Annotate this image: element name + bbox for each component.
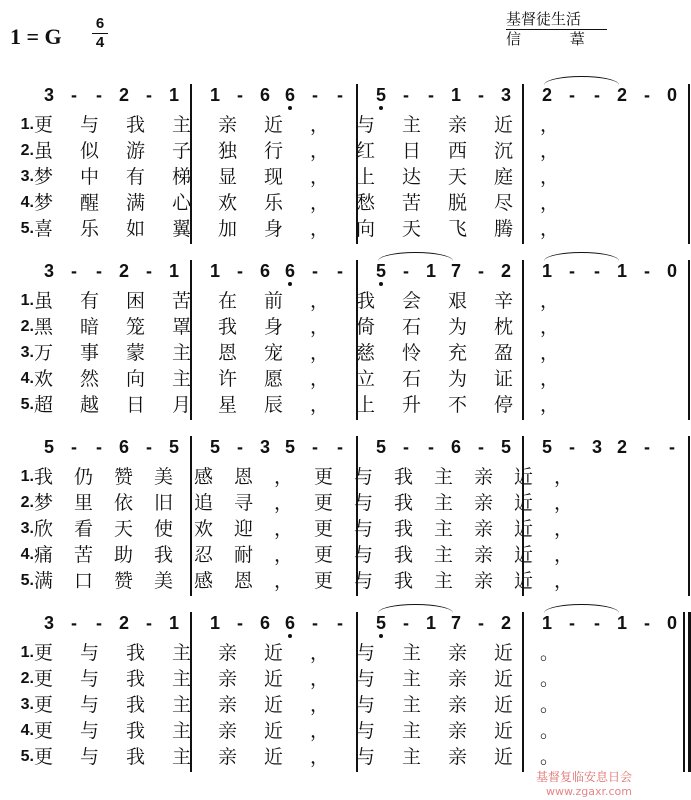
verse-number: 2. xyxy=(20,494,34,511)
verse-number: 2. xyxy=(20,670,34,687)
time-signature-top: 6 xyxy=(95,15,105,32)
lyric-text: 万事蒙主恩宠，慈怜充盈， xyxy=(34,342,587,364)
lyric-text: 痛苦助我忍耐，更与我主亲近， xyxy=(34,544,595,566)
lyric-line-verse-3 xyxy=(0,164,638,190)
note: 2 xyxy=(541,85,552,105)
verse-number: 1. xyxy=(20,468,34,485)
verse-number: 3. xyxy=(20,520,34,537)
note-dash: - xyxy=(71,261,77,281)
lyric-line-verse-5 xyxy=(0,392,638,418)
verse-number: 3. xyxy=(20,168,34,185)
note-dash: - xyxy=(594,85,600,105)
note-dash: - xyxy=(312,85,318,105)
note: 2 xyxy=(616,85,627,105)
note: 5 xyxy=(209,437,220,457)
verse-number: 4. xyxy=(20,722,34,739)
lyric-line-verse-4 xyxy=(0,718,638,744)
lyric-text: 虽有困苦在前，我会艰辛， xyxy=(34,290,587,312)
note-dash: - xyxy=(237,613,243,633)
note-dash: - xyxy=(312,261,318,281)
note-dash: - xyxy=(403,261,409,281)
note: 1 xyxy=(616,261,627,281)
time-signature-bottom: 4 xyxy=(95,34,105,51)
note-dash: - xyxy=(644,261,650,281)
note-dash: - xyxy=(403,437,409,457)
lyric-line-verse-1 xyxy=(0,464,638,490)
lyric-text: 更与我主亲近，与主亲近， xyxy=(34,114,587,136)
note: 5 xyxy=(284,437,295,457)
lyric-text: 满口赞美感恩，更与我主亲近， xyxy=(34,570,595,592)
verse-number: 4. xyxy=(20,194,34,211)
note-dash: - xyxy=(96,613,102,633)
note-dash: - xyxy=(96,85,102,105)
verse-number: 4. xyxy=(20,370,34,387)
note: 2 xyxy=(118,85,129,105)
note: 0 xyxy=(666,85,677,105)
note: 2 xyxy=(118,613,129,633)
note-dash: - xyxy=(478,261,484,281)
lyric-line-verse-2 xyxy=(0,490,638,516)
barline xyxy=(688,260,690,420)
low-octave-dot xyxy=(379,634,383,638)
notation-line xyxy=(0,260,677,282)
note-dash: - xyxy=(237,85,243,105)
note-dash: - xyxy=(71,85,77,105)
note-dash: - xyxy=(237,261,243,281)
note: 1 xyxy=(450,85,461,105)
barline xyxy=(688,84,690,244)
note-dash: - xyxy=(237,437,243,457)
note-dash: - xyxy=(478,85,484,105)
lyric-line-verse-4 xyxy=(0,542,638,568)
lyric-text: 欢然向主许愿，立石为证， xyxy=(34,368,587,390)
lyric-text: 我仍赞美感恩，更与我主亲近， xyxy=(34,466,595,488)
note-dash: - xyxy=(337,261,343,281)
verse-number: 1. xyxy=(20,116,34,133)
note-dash: - xyxy=(146,261,152,281)
note-dash: - xyxy=(71,437,77,457)
watermark-url: www.zgaxr.com xyxy=(546,785,632,798)
lyric-text: 喜乐如翼加身，向天飞腾， xyxy=(34,218,587,240)
low-octave-dot xyxy=(288,634,292,638)
slur xyxy=(378,252,453,261)
note: 1 xyxy=(168,261,179,281)
low-octave-dot xyxy=(288,282,292,286)
lyric-line-verse-5 xyxy=(0,744,638,770)
note-dash: - xyxy=(644,437,650,457)
note: 5 xyxy=(370,260,392,282)
note: 1 xyxy=(425,613,436,633)
note: 1 xyxy=(616,613,627,633)
lyric-text: 梦里依旧追寻，更与我主亲近， xyxy=(34,492,595,514)
note-dash: - xyxy=(96,437,102,457)
slur xyxy=(544,252,619,261)
note-dash: - xyxy=(569,261,575,281)
note: 5 xyxy=(375,437,386,457)
barline xyxy=(688,436,690,596)
lyric-line-verse-4 xyxy=(0,366,638,392)
note: 1 xyxy=(168,613,179,633)
note: 7 xyxy=(450,261,461,281)
note-dash: - xyxy=(428,85,434,105)
note-dash: - xyxy=(644,613,650,633)
lyric-line-verse-2 xyxy=(0,314,638,340)
lyric-text: 更与我主亲近，与主亲近。 xyxy=(34,694,587,716)
note: 1 xyxy=(541,261,552,281)
lyric-line-verse-1 xyxy=(0,112,638,138)
note: 0 xyxy=(666,613,677,633)
note-dash: - xyxy=(146,437,152,457)
note: 3 xyxy=(591,437,602,457)
slur xyxy=(544,76,619,85)
credits xyxy=(506,10,607,48)
verse-number: 5. xyxy=(20,220,34,237)
lyric-line-verse-3 xyxy=(0,516,638,542)
note: 2 xyxy=(500,261,511,281)
note-dash: - xyxy=(337,613,343,633)
note: 3 xyxy=(43,85,54,105)
note-dash: - xyxy=(146,85,152,105)
note: 2 xyxy=(616,437,627,457)
verse-number: 1. xyxy=(20,292,34,309)
key-signature: 1 = G xyxy=(10,24,62,49)
low-octave-dot xyxy=(379,106,383,110)
source-credit: 基督徒生活 xyxy=(506,10,607,30)
note: 6 xyxy=(259,613,270,633)
note: 1 xyxy=(168,85,179,105)
lyric-text: 梦中有梯显现，上达天庭， xyxy=(34,166,587,188)
slur xyxy=(378,604,453,613)
note: 3 xyxy=(259,437,270,457)
note-dash: - xyxy=(146,613,152,633)
lyric-line-verse-3 xyxy=(0,340,638,366)
verse-number: 2. xyxy=(20,318,34,335)
verse-number: 5. xyxy=(20,572,34,589)
lyric-text: 欣看天使欢迎，更与我主亲近， xyxy=(34,518,595,540)
note-dash: - xyxy=(478,437,484,457)
note: 7 xyxy=(450,613,461,633)
note-dash: - xyxy=(478,613,484,633)
note-dash: - xyxy=(337,437,343,457)
note-dash: - xyxy=(312,613,318,633)
lyric-text: 黑暗笼罩我身，倚石为枕， xyxy=(34,316,587,338)
note: 6 xyxy=(279,612,301,634)
note: 3 xyxy=(43,613,54,633)
verse-number: 3. xyxy=(20,344,34,361)
note-dash: - xyxy=(569,437,575,457)
note: 6 xyxy=(118,437,129,457)
lyric-line-verse-3 xyxy=(0,692,638,718)
note: 5 xyxy=(370,84,392,106)
lyric-text: 超越日月星辰，上升不停， xyxy=(34,394,587,416)
lyric-line-verse-1 xyxy=(0,288,638,314)
verse-number: 3. xyxy=(20,696,34,713)
note: 5 xyxy=(500,437,511,457)
lyric-line-verse-1 xyxy=(0,640,638,666)
note: 0 xyxy=(666,261,677,281)
lyric-text: 更与我主亲近，与主亲近。 xyxy=(34,642,587,664)
note: 1 xyxy=(425,261,436,281)
note-dash: - xyxy=(569,613,575,633)
note: 6 xyxy=(450,437,461,457)
low-octave-dot xyxy=(379,282,383,286)
note-dash: - xyxy=(403,613,409,633)
note-dash: - xyxy=(669,437,675,457)
note: 6 xyxy=(259,85,270,105)
verse-number: 2. xyxy=(20,142,34,159)
lyric-text: 梦醒满心欢乐，愁苦脱尽， xyxy=(34,192,587,214)
note: 2 xyxy=(500,613,511,633)
verse-number: 5. xyxy=(20,396,34,413)
notation-line xyxy=(0,84,677,106)
note: 1 xyxy=(541,613,552,633)
time-signature xyxy=(92,16,108,51)
notation-line xyxy=(0,436,675,458)
lyric-line-verse-4 xyxy=(0,190,638,216)
note: 3 xyxy=(500,85,511,105)
note-dash: - xyxy=(312,437,318,457)
slur xyxy=(544,604,619,613)
lyric-line-verse-5 xyxy=(0,568,638,594)
verse-number: 5. xyxy=(20,748,34,765)
note: 1 xyxy=(209,261,220,281)
verse-number: 1. xyxy=(20,644,34,661)
lyric-text: 虽似游子独行，红日西沉， xyxy=(34,140,587,162)
note: 5 xyxy=(541,437,552,457)
note-dash: - xyxy=(337,85,343,105)
note: 5 xyxy=(168,437,179,457)
note: 1 xyxy=(209,85,220,105)
note: 1 xyxy=(209,613,220,633)
lyric-text: 更与我主亲近，与主亲近。 xyxy=(34,668,587,690)
note-dash: - xyxy=(569,85,575,105)
note-dash: - xyxy=(403,85,409,105)
note-dash: - xyxy=(71,613,77,633)
notation-line xyxy=(0,612,677,634)
lyric-text: 更与我主亲近，与主亲近。 xyxy=(34,720,587,742)
lyric-line-verse-2 xyxy=(0,138,638,164)
note: 5 xyxy=(370,612,392,634)
note: 6 xyxy=(259,261,270,281)
watermark xyxy=(536,768,632,798)
note: 6 xyxy=(279,260,301,282)
verse-number: 4. xyxy=(20,546,34,563)
note: 3 xyxy=(43,261,54,281)
note-dash: - xyxy=(96,261,102,281)
lyric-line-verse-2 xyxy=(0,666,638,692)
lyric-text: 更与我主亲近，与主亲近。 xyxy=(34,746,587,768)
note-dash: - xyxy=(644,85,650,105)
lyric-line-verse-5 xyxy=(0,216,638,242)
author-credit: 信 葦 xyxy=(506,30,607,48)
note-dash: - xyxy=(428,437,434,457)
low-octave-dot xyxy=(288,106,292,110)
note: 5 xyxy=(43,437,54,457)
note-dash: - xyxy=(594,261,600,281)
note: 6 xyxy=(279,84,301,106)
note: 2 xyxy=(118,261,129,281)
note-dash: - xyxy=(594,613,600,633)
final-barline-thin xyxy=(683,612,685,772)
watermark-title: 基督复临安息日会 xyxy=(535,770,632,784)
